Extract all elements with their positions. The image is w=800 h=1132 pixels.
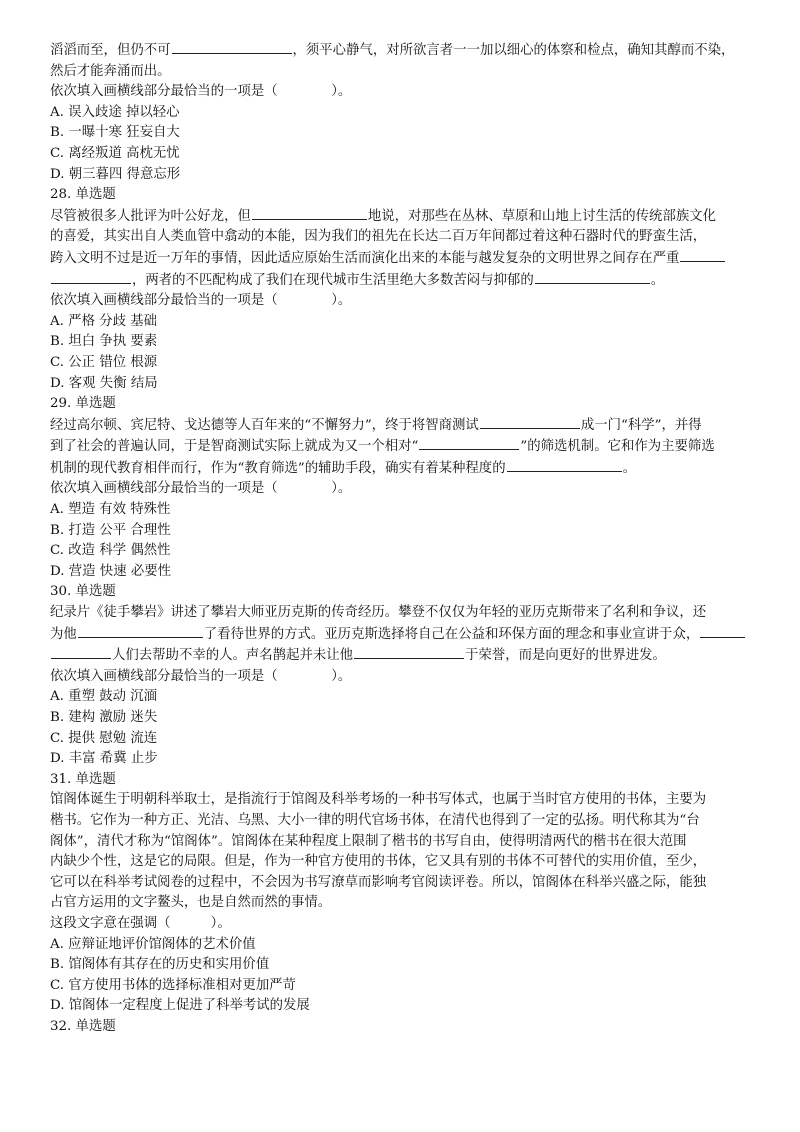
option-b: B. 打造 公平 合理性 bbox=[50, 522, 171, 538]
option-c: C. 提供 慰勉 流连 bbox=[50, 730, 158, 746]
question-stem: 然后才能奔涌而出。 bbox=[50, 63, 171, 79]
question-header: 30. 单选题 bbox=[50, 584, 116, 600]
question-prompt: 依次填入画横线部分最恰当的一项是（ ）。 bbox=[50, 293, 352, 309]
question-header: 29. 单选题 bbox=[50, 396, 116, 412]
option-a: A. 严格 分歧 基础 bbox=[50, 313, 158, 329]
question-prompt: 这段文字意在强调（ ）。 bbox=[50, 915, 231, 931]
question-stem: 跨入文明不过是近一万年的事情，因此适应原始生活而演化出来的本能与越发复杂的文明世界之间存在严重 bbox=[50, 248, 750, 270]
question-stem: 的喜爱，其实出自人类血管中翕动的本能，因为我们的祖先在长达二百万年间都过着这种石器时代的野蛮生活， bbox=[50, 229, 707, 245]
question-32 bbox=[50, 1017, 750, 1038]
answer-blank bbox=[354, 645, 464, 659]
answer-blank bbox=[51, 270, 131, 284]
answer-blank bbox=[252, 206, 367, 220]
question-header: 28. 单选题 bbox=[50, 187, 116, 203]
question-header: 31. 单选题 bbox=[50, 771, 116, 787]
answer-blank bbox=[535, 270, 650, 284]
question-stem: 纪录片《徒手攀岩》讲述了攀岩大师亚历克斯的传奇经历。攀登不仅仅为年轻的亚历克斯带来了名利和争议，还 bbox=[50, 605, 707, 621]
answer-blank bbox=[680, 248, 725, 262]
question-stem: 为他 了看待世界的方式。亚历克斯选择将自己在公益和环保方面的理念和事业宣讲于众， bbox=[50, 624, 750, 646]
option-c: C. 离经叛道 高枕无忧 bbox=[50, 145, 180, 161]
option-c: C. 官方使用书体的选择标准相对更加严苛 bbox=[50, 977, 296, 993]
passage-line: 占官方运用的文字鳌头，也是自然而然的事情。 bbox=[50, 895, 332, 911]
option-d: D. 朝三暮四 得意忘形 bbox=[50, 166, 181, 182]
passage-line: 内缺少个性，这是它的局限。但是，作为一种官方使用的书体，它又具有别的书体不可替代的实用价值，至少， bbox=[50, 854, 707, 870]
option-c: C. 改造 科学 偶然性 bbox=[50, 543, 171, 559]
answer-blank bbox=[172, 40, 292, 54]
question-28 bbox=[50, 185, 750, 394]
question-stem: ，两者的不匹配构成了我们在现代城市生活里绝大多数苦闷与抑郁的 。 bbox=[50, 270, 750, 292]
passage-line: 馆阁体诞生于明朝科举取士，是指流行于馆阁及科举考场的一种书写体式，也属于当时官方使用的书体，主要为 bbox=[50, 792, 707, 808]
option-d: D. 馆阁体一定程度上促进了科举考试的发展 bbox=[50, 998, 310, 1014]
option-b: B. 一曝十寒 狂妄自大 bbox=[50, 125, 180, 141]
question-29 bbox=[50, 394, 750, 582]
question-prompt: 依次填入画横线部分最恰当的一项是（ ）。 bbox=[50, 84, 352, 100]
option-a: A. 塑造 有效 特殊性 bbox=[50, 502, 171, 518]
question-prompt: 依次填入画横线部分最恰当的一项是（ ）。 bbox=[50, 668, 352, 684]
option-a: A. 误入歧途 掉以轻心 bbox=[50, 104, 180, 120]
answer-blank bbox=[419, 436, 519, 450]
question-stem: 经过高尔顿、宾尼特、戈达德等人百年来的“不懈努力”，终于将智商测试 成一门“科学”，并得 bbox=[50, 415, 750, 437]
option-c: C. 公正 错位 根源 bbox=[50, 354, 158, 370]
option-b: B. 建构 激励 迷失 bbox=[50, 710, 158, 725]
option-d: D. 客观 失衡 结局 bbox=[50, 375, 158, 391]
option-a: A. 应辩证地评价馆阁体的艺术价值 bbox=[50, 936, 256, 952]
option-d: D. 营造 快速 必要性 bbox=[50, 563, 172, 579]
answer-blank bbox=[480, 415, 580, 429]
question-stem: 滔滔而至，但仍不可 ，须平心静气，对所欲言者一一加以细心的体察和检点，确知其醇而不染， bbox=[50, 40, 750, 62]
question-stem: 尽管被很多人批评为叶公好龙，但 地说，对那些在丛林、草原和山地上讨生活的传统部族文化 bbox=[50, 206, 750, 228]
passage-line: 楷书。它作为一种方正、光洁、乌黑、大小一律的明代官场书体，在清代也得到了一定的弘扬。明代称其为“台 bbox=[50, 812, 700, 828]
answer-blank bbox=[51, 645, 111, 659]
option-a: A. 重塑 鼓动 沉湎 bbox=[50, 689, 158, 705]
question-header: 32. 单选题 bbox=[50, 1018, 116, 1034]
option-b: B. 坦白 争执 要素 bbox=[50, 334, 158, 350]
question-31 bbox=[50, 770, 750, 1017]
question-27 bbox=[50, 40, 750, 185]
passage-line: 阁体”，清代才称为“馆阁体”。馆阁体在某种程度上限制了楷书的书写自由，使得明清两代的楷书在很大范围 bbox=[50, 833, 687, 849]
question-stem: 人们去帮助不幸的人。声名鹊起并未让他 于荣誉，而是向更好的世界进发。 bbox=[50, 645, 750, 667]
question-prompt: 依次填入画横线部分最恰当的一项是（ ）。 bbox=[50, 481, 352, 497]
answer-blank bbox=[507, 458, 622, 472]
question-stem: 机制的现代教育相伴而行，作为“教育筛选”的辅助手段，确实有着某种程度的 。 bbox=[50, 458, 750, 480]
option-d: D. 丰富 希冀 止步 bbox=[50, 751, 158, 767]
option-b: B. 馆阁体有其存在的历史和实用价值 bbox=[50, 957, 270, 973]
question-stem: 到了社会的普遍认同，于是智商测试实际上就成为又一个相对“ ”的筛选机制。它和作为主要筛选 bbox=[50, 436, 750, 458]
passage-line: 它可以在科举考试阅卷的过程中，不会因为书写潦草而影响考官阅读评卷。所以，馆阁体在科举兴盛之际，能独 bbox=[50, 874, 707, 890]
question-30 bbox=[50, 582, 750, 769]
answer-blank bbox=[700, 624, 745, 638]
answer-blank bbox=[78, 624, 203, 638]
